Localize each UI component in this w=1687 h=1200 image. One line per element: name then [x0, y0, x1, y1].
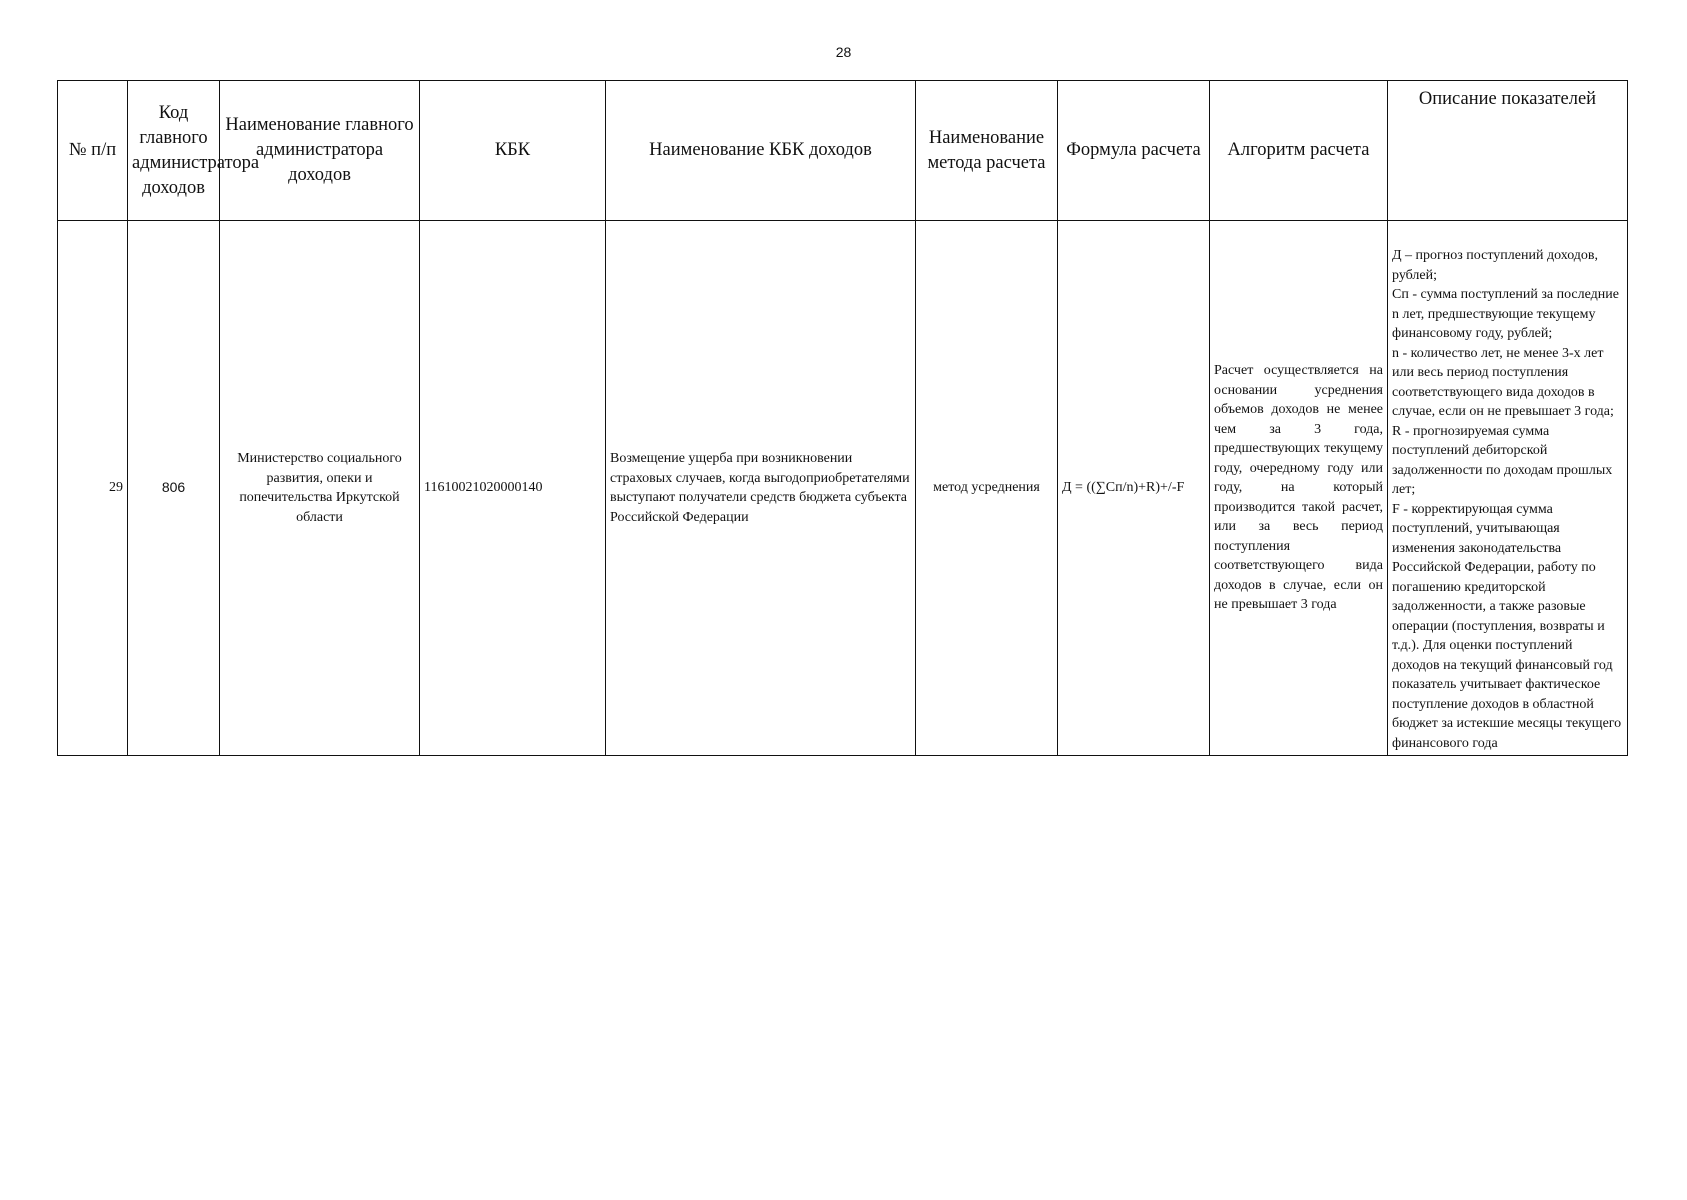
- cell-kbk-name: Возмещение ущерба при возникновении страховых случаев, когда выгодоприобретателями выступают получатели средств бюджета субъекта Российской Федерации: [606, 221, 916, 756]
- header-kbk-name: Наименование КБК доходов: [606, 81, 916, 221]
- cell-formula: Д = ((∑Сп/n)+R)+/-F: [1058, 221, 1210, 756]
- header-admin-name: Наименование главного администратора доходов: [220, 81, 420, 221]
- cell-admin-code: 806: [128, 221, 220, 756]
- description-line: Д – прогноз поступлений доходов, рублей;: [1392, 248, 1599, 283]
- cell-description: [1388, 221, 1628, 756]
- header-formula: Формула расчета: [1058, 81, 1210, 221]
- page-number: 28: [835, 44, 852, 60]
- table-row: [58, 221, 1628, 756]
- table-header-row: [58, 81, 1628, 221]
- header-kbk: КБК: [420, 81, 606, 221]
- header-algorithm: Алгоритм расчета: [1210, 81, 1388, 221]
- header-num: № п/п: [58, 81, 128, 221]
- header-description: Описание показателей: [1388, 81, 1628, 221]
- cell-kbk: 11610021020000140: [420, 221, 606, 756]
- cell-num: 29: [58, 221, 128, 756]
- cell-algorithm: Расчет осуществляется на основании усреднения объемов доходов не менее чем за 3 года, предшествующих текущему году, очередному году или году, на который производится такой расчет, или за весь период поступления соответствующего вида доходов в случае, если он не превышает 3 года: [1210, 221, 1388, 756]
- description-line: F - корректирующая сумма поступлений, учитывающая изменения законодательства Российской Федерации, работу по погашению кредиторской задолженности, а также разовые операции (поступления, возвраты и т.д.). Для оценки поступлений доходов на текущий финансовый год показатель учитывает фактическое поступление доходов в областной бюджет за истекшие месяцы текущего финансового года: [1392, 501, 1622, 751]
- header-admin-code: Код главного администратора доходов: [128, 81, 220, 221]
- revenue-forecast-table: [57, 80, 1628, 756]
- description-line: n - количество лет, не менее 3-х лет или весь период поступления соответствующего вида доходов в случае, если он не превышает 3 года;: [1392, 345, 1614, 419]
- header-method: Наименование метода расчета: [916, 81, 1058, 221]
- description-line: R - прогнозируемая сумма поступлений дебиторской задолженности по доходам прошлых лет;: [1392, 423, 1613, 497]
- cell-method: метод усреднения: [916, 221, 1058, 756]
- description-line: Сп - сумма поступлений за последние n лет, предшествующие текущему финансовому году, рублей;: [1392, 287, 1619, 341]
- cell-admin-name: Министерство социального развития, опеки и попечительства Иркутской области: [220, 221, 420, 756]
